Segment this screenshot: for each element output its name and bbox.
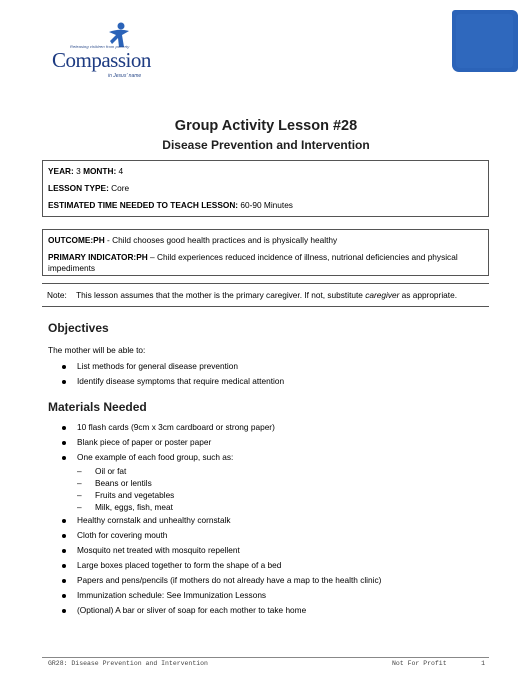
list-item: Mosquito net treated with mosquito repellent xyxy=(62,543,381,558)
lesson-type-line: LESSON TYPE: Core xyxy=(48,183,130,193)
bullet-icon xyxy=(62,380,66,384)
blue-swatch-graphic xyxy=(452,10,518,72)
outcome-box xyxy=(42,229,489,276)
bullet-icon xyxy=(62,365,66,369)
dash-icon: – xyxy=(77,502,82,512)
bullet-icon xyxy=(62,519,66,523)
bullet-icon xyxy=(62,609,66,613)
bullet-icon xyxy=(62,564,66,568)
materials-list xyxy=(62,420,381,618)
bullet-icon xyxy=(62,441,66,445)
bullet-icon xyxy=(62,426,66,430)
compassion-logo xyxy=(52,22,172,79)
logo-subline: in Jesus' name xyxy=(108,73,142,79)
list-item: (Optional) A bar or sliver of soap for each mother to take home xyxy=(62,603,381,618)
bullet-icon xyxy=(62,549,66,553)
bullet-icon xyxy=(62,579,66,583)
food-group-sublist xyxy=(62,465,381,513)
page-subtitle: Disease Prevention and Intervention xyxy=(162,138,370,152)
caregiver-note: Note: This lesson assumes that the mother is the primary caregiver. If not, substitute caregiver as appropriate. xyxy=(42,283,489,307)
list-item: Immunization schedule: See Immunization Lessons xyxy=(62,588,381,603)
list-item: One example of each food group, such as: xyxy=(62,450,381,465)
footer-lesson-title: GR28: Disease Prevention and Intervention xyxy=(48,660,208,667)
objectives-list xyxy=(62,359,284,389)
page-footer xyxy=(42,657,489,667)
bullet-icon xyxy=(62,456,66,460)
materials-heading: Materials Needed xyxy=(48,400,147,414)
list-item: Large boxes placed together to form the shape of a bed xyxy=(62,558,381,573)
dash-icon: – xyxy=(77,466,82,476)
list-item: – Beans or lentils xyxy=(77,478,152,488)
logo-wordmark: Compassion xyxy=(52,48,151,72)
lesson-info-box xyxy=(42,160,489,217)
list-item: – Milk, eggs, fish, meat xyxy=(77,502,173,512)
estimated-time-line: ESTIMATED TIME NEEDED TO TEACH LESSON: 60-90 Minutes xyxy=(48,200,293,210)
bullet-icon xyxy=(62,594,66,598)
list-item: 10 flash cards (9cm x 3cm cardboard or strong paper) xyxy=(62,420,381,435)
list-item: Healthy cornstalk and unhealthy cornstalk xyxy=(62,513,381,528)
year-month-line: YEAR: 3 MONTH: 4 xyxy=(48,166,124,176)
dash-icon: – xyxy=(77,478,82,488)
page-number: 1 xyxy=(481,660,485,667)
list-item: Papers and pens/pencils (if mothers do not already have a map to the health clinic) xyxy=(62,573,381,588)
list-item: – Oil or fat xyxy=(77,466,127,476)
primary-indicator-line: PRIMARY INDICATOR:PH – Child experiences reduced incidence of illness, nutrional deficiencies and physical impediments xyxy=(48,252,458,273)
objectives-heading: Objectives xyxy=(48,321,109,335)
page-title: Group Activity Lesson #28 xyxy=(174,118,358,134)
bullet-icon xyxy=(62,534,66,538)
outcome-line: OUTCOME:PH - Child chooses good health practices and is physically healthy xyxy=(48,235,338,245)
list-item: Identify disease symptoms that require medical attention xyxy=(62,374,284,389)
dash-icon: – xyxy=(77,490,82,500)
list-item: Blank piece of paper or poster paper xyxy=(62,435,381,450)
objectives-intro: The mother will be able to: xyxy=(48,345,146,355)
logo-tagline: Releasing children from poverty xyxy=(70,44,130,49)
list-item: – Fruits and vegetables xyxy=(77,490,175,500)
footer-not-for-profit: Not For Profit xyxy=(392,660,447,667)
list-item: Cloth for covering mouth xyxy=(62,528,381,543)
list-item: List methods for general disease prevention xyxy=(62,359,284,374)
